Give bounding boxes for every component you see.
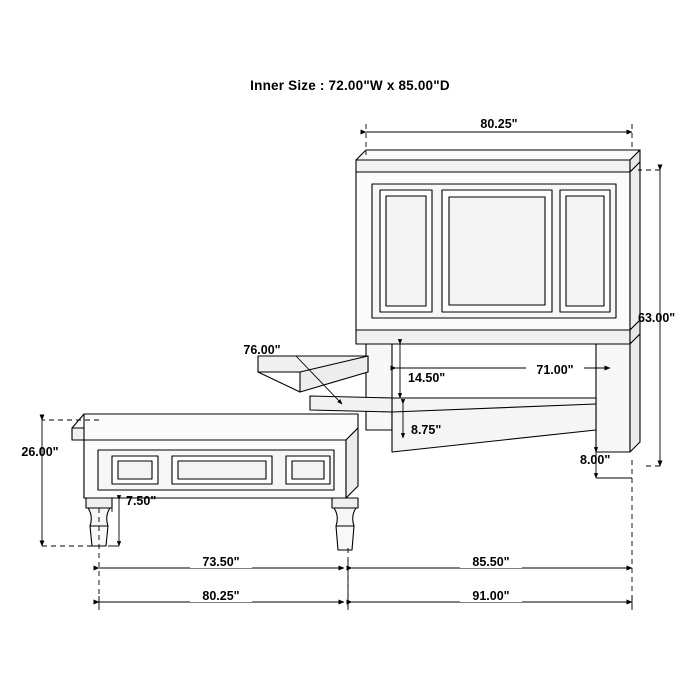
dim-footboard-height: 26.00" [21,445,59,459]
page-title: Inner Size : 72.00"W x 85.00"D [250,78,450,93]
dim-rail-length: 76.00" [243,343,281,357]
dim-headboard-inner-width: 71.00" [536,363,574,377]
dim-overall-length: 91.00" [472,589,510,603]
dim-headboard-width: 80.25" [480,117,518,131]
dim-footboard-outer-width: 80.25" [202,589,240,603]
dim-footboard-inner-width: 73.50" [202,555,240,569]
dim-headboard-height: 63.00" [638,311,676,325]
dim-foot-leg-height: 7.50" [126,494,157,508]
dim-side-rail-length: 85.50" [472,555,510,569]
dim-rail-height-lower: 8.75" [411,423,442,437]
footboard-group [72,414,358,550]
dim-rail-height-upper: 14.50" [408,371,446,385]
dim-side-clearance: 8.00" [580,453,611,467]
